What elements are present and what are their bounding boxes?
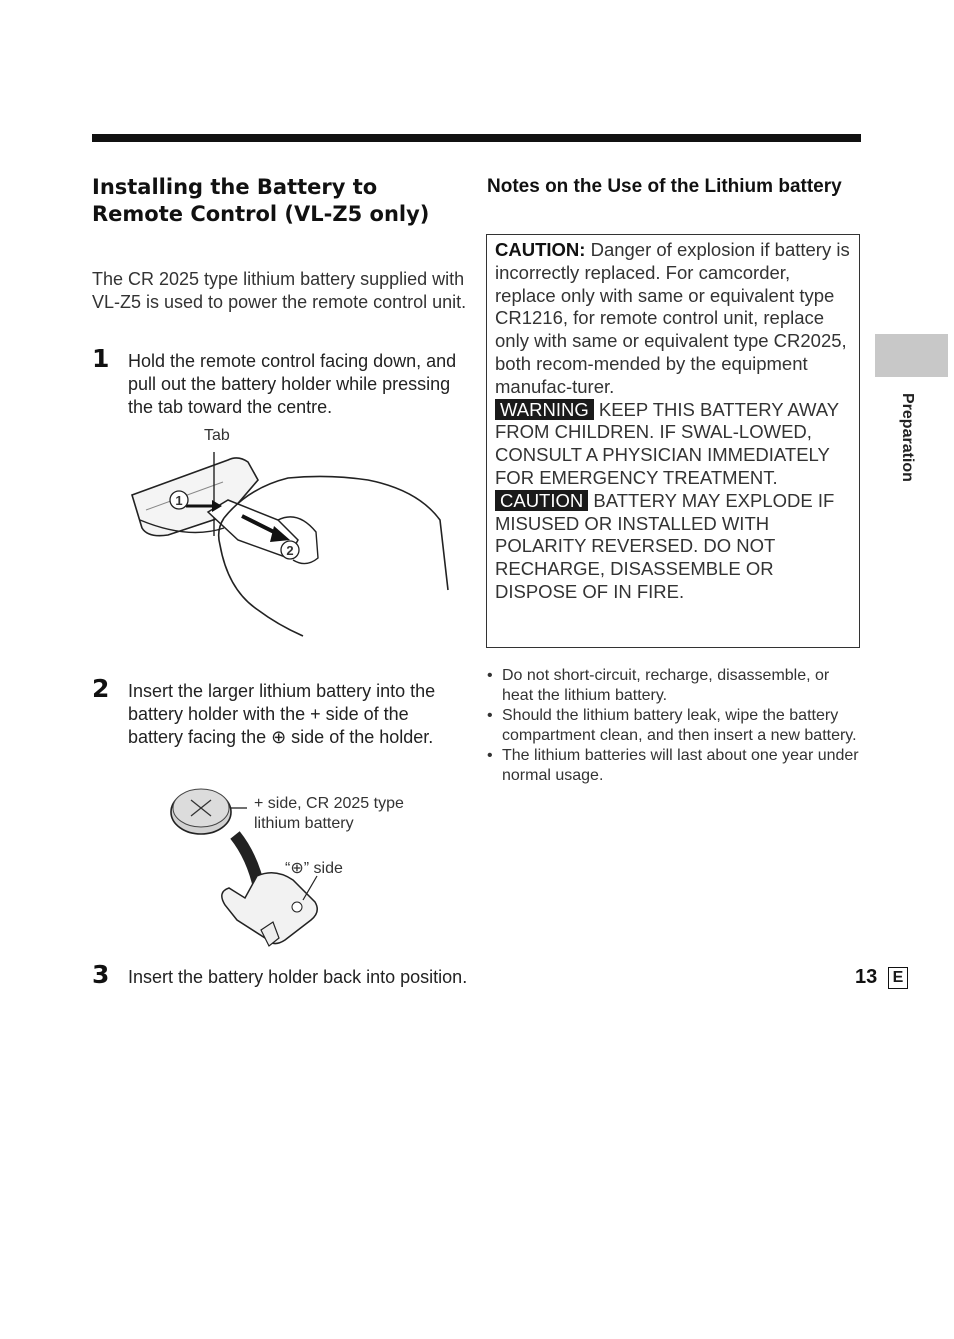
fig2-battery-label-line1: + side, CR 2025 type <box>254 795 404 812</box>
caution-box <box>486 234 860 648</box>
caution-text: Danger of explosion if battery is incorrectly replaced. For camcorder, replace only with same or equivalent type CR1216, for remote control unit, replace only with same or equivalent type CR2025, both recom-mended by the equipment manufac-turer. <box>495 239 850 397</box>
section-tab-label: Preparation <box>899 393 916 482</box>
section-tab-marker <box>875 334 948 377</box>
notes-heading: Notes on the Use of the Lithium battery <box>487 176 842 197</box>
caution-tag: CAUTION <box>495 490 588 511</box>
warning-paragraph <box>495 399 851 490</box>
section-heading: Installing the Battery to Remote Control (VL-Z5 only) <box>92 175 430 226</box>
step-1-number: 1 <box>92 344 110 373</box>
remote-control-illustration <box>128 440 468 650</box>
page-number: 13 <box>855 966 878 988</box>
step-3-number: 3 <box>92 960 110 989</box>
warning-text: KEEP THIS BATTERY AWAY FROM CHILDREN. IF SWAL-LOWED, CONSULT A PHYSICIAN IMMEDIATELY FOR EMERGENCY TREATMENT. <box>495 398 839 488</box>
step-3-text: Insert the battery holder back into position. <box>128 967 468 987</box>
step-1-text: Hold the remote control facing down, and pull out the battery holder while pressing the tab toward the centre. <box>128 351 457 417</box>
notes-bullet-list <box>487 666 861 786</box>
fig1-marker-1: 1 <box>175 493 183 508</box>
step-2-text: Insert the larger lithium battery into the battery holder with the + side of the battery facing the ⊕ side of the holder. <box>128 681 436 747</box>
fig2-side-label: “⊕” side <box>285 860 343 877</box>
list-item: • Do not short-circuit, recharge, disassemble, or heat the lithium battery. <box>487 666 861 706</box>
top-rule <box>92 134 861 142</box>
list-item: • The lithium batteries will last about one year under normal usage. <box>487 746 861 786</box>
warning-tag: WARNING <box>495 399 594 420</box>
caution-tag-text: BATTERY MAY EXPLODE IF MISUSED OR INSTALLED WITH POLARITY REVERSED. DO NOT RECHARGE, DISASSEMBLE OR DISPOSE OF IN FIRE. <box>495 489 835 602</box>
caution-lead: CAUTION: <box>495 239 586 260</box>
fig1-tab-label: Tab <box>204 427 230 444</box>
caution-paragraph <box>495 239 851 399</box>
step-2-number: 2 <box>92 674 110 703</box>
caution-tag-paragraph <box>495 490 851 604</box>
list-item: • Should the lithium battery leak, wipe the battery compartment clean, and then insert a new battery. <box>487 706 861 746</box>
intro-paragraph: The CR 2025 type lithium battery supplied with VL-Z5 is used to power the remote control unit. <box>92 269 467 312</box>
language-code-badge: E <box>888 967 908 989</box>
fig1-marker-2: 2 <box>286 543 294 558</box>
fig2-battery-label-line2: lithium battery <box>254 815 354 832</box>
